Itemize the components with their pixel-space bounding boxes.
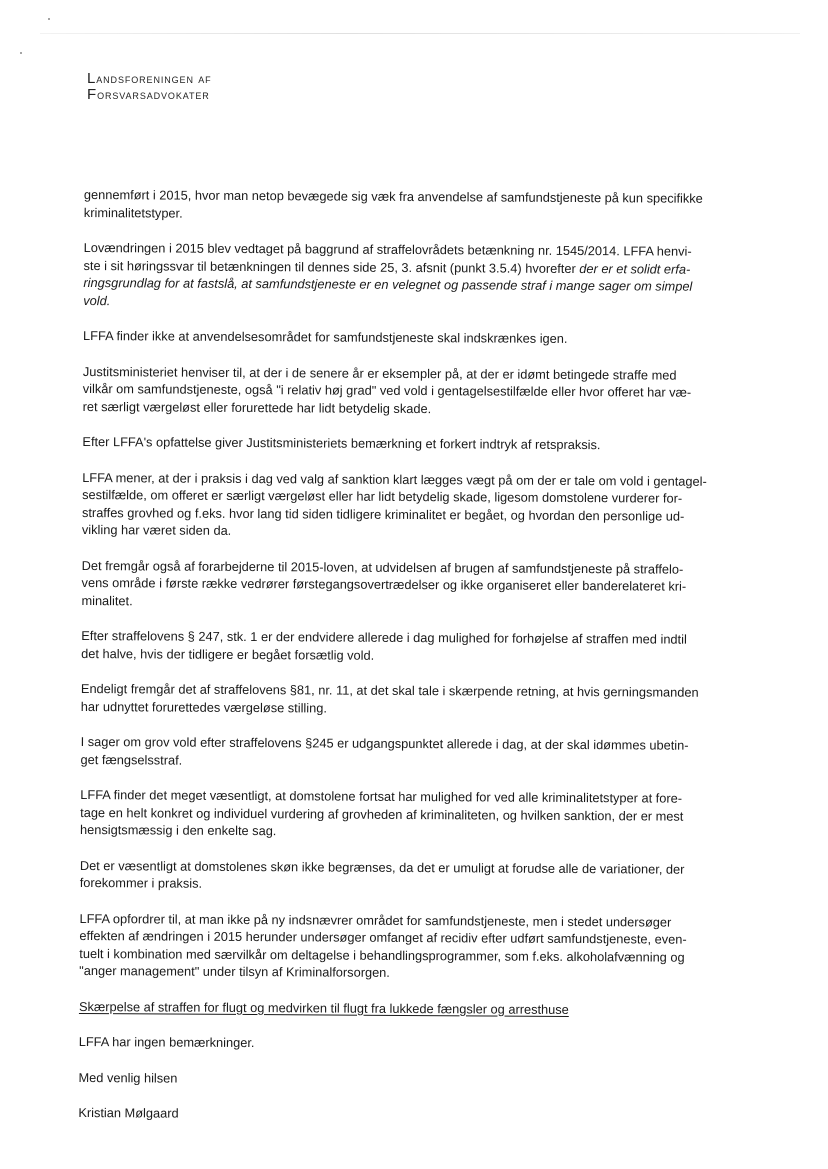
italic-quote: vold. <box>83 292 111 308</box>
text-line: forekommer i praksis. <box>79 874 203 891</box>
text-line: kriminalitetstyper. <box>83 204 183 221</box>
text-line: Lovændringen i 2015 blev vedtaget på baggrund af straffelovrådets betænkning nr. 1545/2014. LFFA henvi- <box>83 239 692 259</box>
paragraph <box>82 433 732 454</box>
paragraph <box>79 909 729 983</box>
paragraph <box>80 733 730 772</box>
text-line: ste i sit høringssvar til betænkningen til dennes side 25, 3. afsnit (punkt 3.5.4) hvorefter <box>83 257 576 276</box>
text-line: Justitsministeriet henviser til, at der i de senere år er eksempler på, at der er idømt betingede straffe med <box>82 363 677 383</box>
text-line: tuelt i kombination med særvilkår om deltagelse i behandlingsprogrammer, som f.eks. alkoholafvænning og <box>79 945 685 965</box>
text-line: ret særligt værgeløst eller forurettede har lidt betydelig skade. <box>82 398 432 416</box>
signature-paragraph <box>78 1104 728 1125</box>
text-line: LFFA opfordrer til, at man ikke på ny indsnævrer området for samfundstjeneste, men i stedet undersøger <box>79 910 672 930</box>
text-line: hensigtsmæssig i den enkelte sag. <box>80 821 277 839</box>
letterhead <box>87 71 212 103</box>
letter-body <box>78 186 734 1125</box>
paragraph <box>80 856 730 895</box>
paragraph <box>80 786 730 842</box>
paragraph <box>83 362 733 418</box>
text-line: det halve, hvis der tidligere er begået forsætlig vold. <box>81 645 375 663</box>
paragraph <box>84 186 734 225</box>
closing-paragraph <box>79 1068 729 1089</box>
text-line: LFFA finder det meget væsentligt, at domstolene fortsat har mulighed for ved alle kriminalitetstyper at fore- <box>80 786 683 806</box>
paragraph <box>79 1033 729 1054</box>
text-line: straffes grovhed og f.eks. hvor lang tid siden tidligere kriminalitet er begået, og hvordan den personlige ud- <box>81 504 685 524</box>
text-line: sestilfælde, om offeret er særligt værgeløst eller har lidt betydelig skade, ligesom domstolene vurderer for- <box>82 486 683 506</box>
letterhead-line-1: Landsforeningen af <box>87 70 212 87</box>
scan-speck <box>48 18 50 20</box>
text-line: Det fremgår også af forarbejderne til 2015-loven, at udvidelsen af brugen af samfundstjeneste på straffelo- <box>81 557 684 577</box>
section-heading: Skærpelse af straffen for flugt og medvirken til flugt fra lukkede fængsler og arresthuse <box>78 998 569 1017</box>
text-line: Endeligt fremgår det af straffelovens §81, nr. 11, at det skal tale i skærpende retning, at hvis gerningsmanden <box>80 680 699 700</box>
text-line: vilkår om samfundstjeneste, også "i relativ høj grad" ved vold i gentagelsestilfælde eller hvor offeret har væ- <box>82 380 692 400</box>
paragraph <box>82 468 732 542</box>
closing-greeting: Med venlig hilsen <box>78 1069 178 1086</box>
text-line: effekten af ændringen i 2015 herunder undersøger omfanget af recidiv efter udført samfundstjeneste, even- <box>79 927 687 947</box>
text-line: Efter LFFA's opfattelse giver Justitsministeriets bemærkning et forkert indtryk af retspraksis. <box>82 433 601 453</box>
paragraph <box>81 627 731 666</box>
text-line: har udnyttet forurettedes værgeløse stilling. <box>80 698 327 715</box>
paragraph <box>83 327 733 348</box>
scan-speck <box>20 52 22 54</box>
letterhead-line-2: Forsvarsadvokater <box>87 86 210 103</box>
italic-quote: der er et solidt erfa- <box>575 260 691 277</box>
paragraph <box>83 239 733 313</box>
signature-name: Kristian Mølgaard <box>78 1104 179 1121</box>
text-line: vikling har været siden da. <box>81 521 232 538</box>
text-line: Det er væsentligt at domstolenes skøn ikke begrænses, da det er umuligt at forudse alle de variationer, der <box>79 857 685 877</box>
section-heading-paragraph <box>79 997 729 1018</box>
scan-artifact-line <box>40 33 800 34</box>
text-line: gennemført i 2015, hvor man netop bevægede sig væk fra anvendelse af samfundstjeneste på kun specifikke <box>83 186 703 206</box>
text-line: I sager om grov vold efter straffelovens §245 er udgangspunktet allerede i dag, at der skal idømmes ubetin- <box>80 733 689 753</box>
text-line: vens område i første række vedrører førstegangsovertrædelser og ikke organiseret eller banderelateret kri- <box>81 574 687 594</box>
text-line: minalitet. <box>81 592 133 608</box>
text-line: LFFA finder ikke at anvendelsesområdet for samfundstjeneste skal indskrænkes igen. <box>83 327 568 346</box>
text-line: LFFA mener, at der i praksis i dag ved valg af sanktion klart lægges vægt på om der er tale om vold i gentagel- <box>82 469 707 489</box>
text-line: Efter straffelovens § 247, stk. 1 er der endvidere allerede i dag mulighed for forhøjelse af straffen med indtil <box>81 627 687 647</box>
paragraph <box>81 680 731 719</box>
paragraph <box>81 556 731 612</box>
text-line: tage en helt konkret og individuel vurdering af grovheden af kriminaliteten, og hvilken sanktion, der er mest <box>80 804 684 824</box>
text-line: get fængselsstraf. <box>80 751 183 768</box>
text-line: "anger management" under tilsyn af Kriminalforsorgen. <box>79 962 390 980</box>
section-text: LFFA har ingen bemærkninger. <box>78 1033 255 1051</box>
italic-quote: ringsgrundlag for at fastslå, at samfundstjeneste er en velegnet og passende straf i mange sager om simpel <box>83 274 693 294</box>
